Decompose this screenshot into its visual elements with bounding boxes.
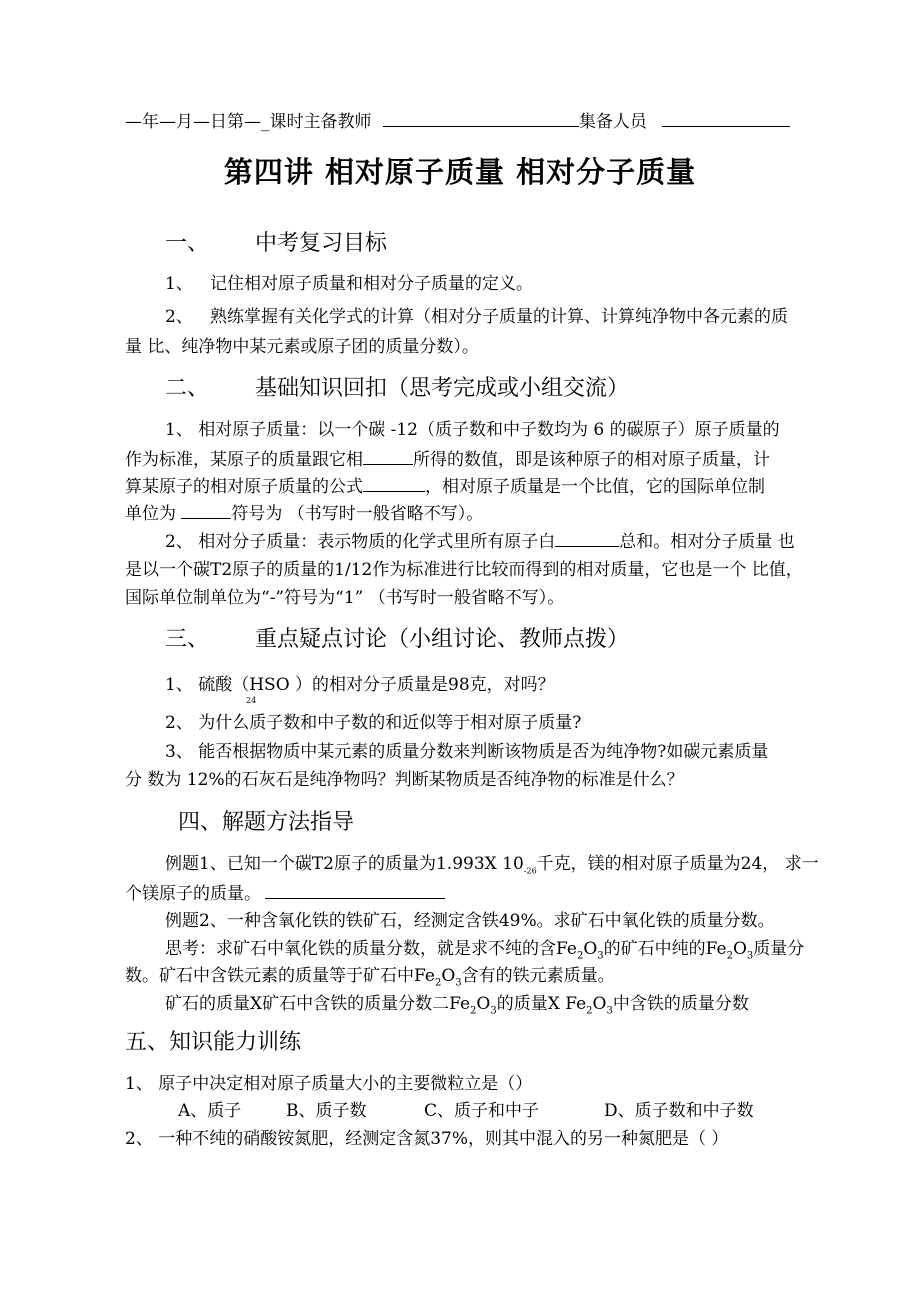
sub-3: 3 — [490, 1005, 497, 1017]
header-line — [125, 110, 790, 134]
teacher-blank[interactable] — [383, 110, 579, 127]
think-1b: 的矿石中纯的Fe — [603, 939, 727, 959]
collab-blank[interactable] — [662, 110, 790, 127]
section2-p1-line3b: ，相对原子质量是一个比值，它的国际单位制 — [425, 477, 765, 497]
option-d[interactable]: D、质子数和中子数 — [604, 1101, 754, 1121]
o-letter: O — [732, 939, 747, 959]
sub-3: 3 — [455, 977, 462, 989]
section2-p1-line3 — [125, 475, 765, 499]
section2-p1-line2 — [125, 448, 770, 472]
section5-q2: 2、 一种不纯的硝酸铵氮肥，经测定含氮37%，则其中混入的另一种氮肥是（ ） — [125, 1129, 729, 1149]
section5-q1: 1、 原子中决定相对原子质量大小的主要微粒立是（） — [125, 1074, 533, 1094]
blank-divide[interactable] — [363, 448, 413, 465]
section2-p1-line2a: 作为标准，某原子的质量跟它相 — [125, 450, 363, 470]
section3-q1: 1、 硫酸（HSO ）的相对分子质量是98克，对吗？ — [165, 675, 555, 695]
section4-heading: 四、解题方法指导 — [178, 810, 355, 835]
blank-formula[interactable] — [363, 475, 425, 492]
section2-p1-line4 — [125, 502, 483, 526]
o-letter: O — [583, 939, 598, 959]
section4-ex2: 例题2、一种含氧化铁的铁矿石，经测定含铁49%。求矿石中氧化铁的质量分数。 — [165, 911, 775, 931]
sub-2: 2 — [586, 1005, 593, 1017]
option-a[interactable]: A、质子 — [178, 1101, 242, 1121]
section1-item-1 — [165, 272, 533, 296]
section3-heading — [165, 622, 629, 653]
section1-item-1-text: 记住相对原子质量和相对分子质量的定义。 — [210, 274, 533, 294]
section4-think-line2 — [125, 964, 615, 995]
section4-ex1-line1 — [165, 852, 819, 883]
section1-item-2 — [165, 305, 788, 329]
header-collab-label: 集备人员 — [578, 112, 647, 132]
o-letter: O — [592, 994, 607, 1014]
sub-3: 3 — [746, 950, 754, 962]
sub-2: 2 — [434, 977, 442, 989]
section2-p1-line1: 1、 相对原子质量：以一个碳 -12（质子数和中子数均为 6 的碳原子）原子质量的 — [165, 420, 780, 440]
section2-heading — [165, 371, 629, 402]
section4-ex1-line1a: 例题1、已知一个碳T2原子的质量为1.993X 10 — [165, 854, 524, 874]
sub-3: 3 — [606, 1005, 613, 1017]
sub-2: 2 — [470, 1005, 477, 1017]
formula-b: 的质量X Fe — [496, 994, 587, 1014]
ex1-answer-blank[interactable] — [265, 882, 445, 899]
section3-q3-line1: 3、 能否根据物质中某元素的质量分数来判断该物质是否为纯净物?如碳元素质量 — [165, 742, 769, 762]
think-1c: 质量分 — [753, 939, 805, 959]
section2-title: 基础知识回扣（思考完成或小组交流） — [255, 376, 630, 401]
sub-2: 2 — [576, 950, 584, 962]
section1-item-2-num: 2、 — [165, 307, 193, 327]
sub-3: 3 — [597, 950, 604, 962]
formula-c: 中含铁的质量分数 — [612, 994, 749, 1014]
section1-title: 中考复习目标 — [255, 231, 388, 256]
section4-ex1-line1b: 千克，镁的相对原子质量为24， 求一 — [536, 854, 819, 874]
header-date-text: —年—月—日第—_课时主备教师 — [125, 112, 372, 132]
sub-2: 2 — [726, 950, 733, 962]
section1-num: 一、 — [165, 231, 210, 256]
o-letter: O — [441, 966, 456, 986]
section3-num: 三、 — [165, 627, 210, 652]
section2-p2-line1 — [165, 530, 795, 554]
section2-p1-line3a: 算某原子的相对原子质量的公式 — [125, 477, 363, 497]
section3-title: 重点疑点讨论（小组讨论、教师点拨） — [255, 627, 630, 652]
blank-unit[interactable] — [181, 502, 231, 519]
formula-a: 矿石的质量X矿石中含铁的质量分数二Fe — [165, 994, 471, 1014]
section4-ex1-line2 — [125, 882, 445, 906]
think-2a: 数。矿石中含铁元素的质量等于矿石中Fe — [125, 966, 435, 986]
section1-item-2-cont: 量 比、纯净物中某元素或原子团的质量分数）。 — [125, 337, 479, 357]
section1-heading — [165, 226, 387, 257]
section5-heading: 五、知识能力训练 — [125, 1030, 302, 1055]
section2-p1-line4a: 单位为 — [125, 504, 182, 524]
section2-p1-line4b: 符号为 （书写时一般省略不写）。 — [231, 504, 484, 524]
section3-q2: 2、 为什么质子数和中子数的和近似等于相对原子质量? — [165, 713, 582, 733]
think-2b: 含有的铁元素质量。 — [461, 966, 615, 986]
option-c[interactable]: C、质子和中子 — [424, 1101, 540, 1121]
option-b[interactable]: B、质子数 — [286, 1101, 367, 1121]
section2-p2-line2: 是以一个碳T2原子的质量的1/12作为标准进行比较而得到的相对质量，它也是一个 比值， — [125, 560, 803, 580]
section3-q1-subscript: 24 — [246, 696, 257, 705]
section4-ex1-line2-text: 个镁原子的质量。 — [125, 884, 261, 904]
section3-q3-line2: 分 数为 12%的石灰石是纯净物吗？判断某物质是否纯净物的标准是什么？ — [125, 770, 684, 790]
section1-item-2-text: 熟练掌握有关化学式的计算（相对分子质量的计算、计算纯净物中各元素的质 — [210, 307, 788, 327]
section5-q1-options — [178, 1099, 754, 1123]
section2-num: 二、 — [165, 376, 210, 401]
section4-formula — [165, 992, 749, 1023]
think-1a: 思考：求矿石中氧化铁的质量分数，就是求不纯的含Fe — [165, 939, 577, 959]
section2-p2-line1a: 2、 相对分子质量：表示物质的化学式里所有原子白 — [165, 532, 556, 552]
o-letter: O — [476, 994, 491, 1014]
section2-p1-line2b: 所得的数值，即是该种原子的相对原子质量，计 — [413, 450, 770, 470]
blank-sum[interactable] — [555, 530, 619, 547]
section4-ex1-exp: -26 — [523, 866, 537, 876]
section2-p2-line1b: 总和。相对分子质量 也 — [619, 532, 795, 552]
page-title: 第四讲 相对原子质量 相对分子质量 — [223, 155, 697, 189]
section2-p2-line3: 国际单位制单位为“-”符号为“1” （书写时一般省略不写）。 — [125, 588, 565, 608]
section1-item-1-num: 1、 — [165, 274, 193, 294]
